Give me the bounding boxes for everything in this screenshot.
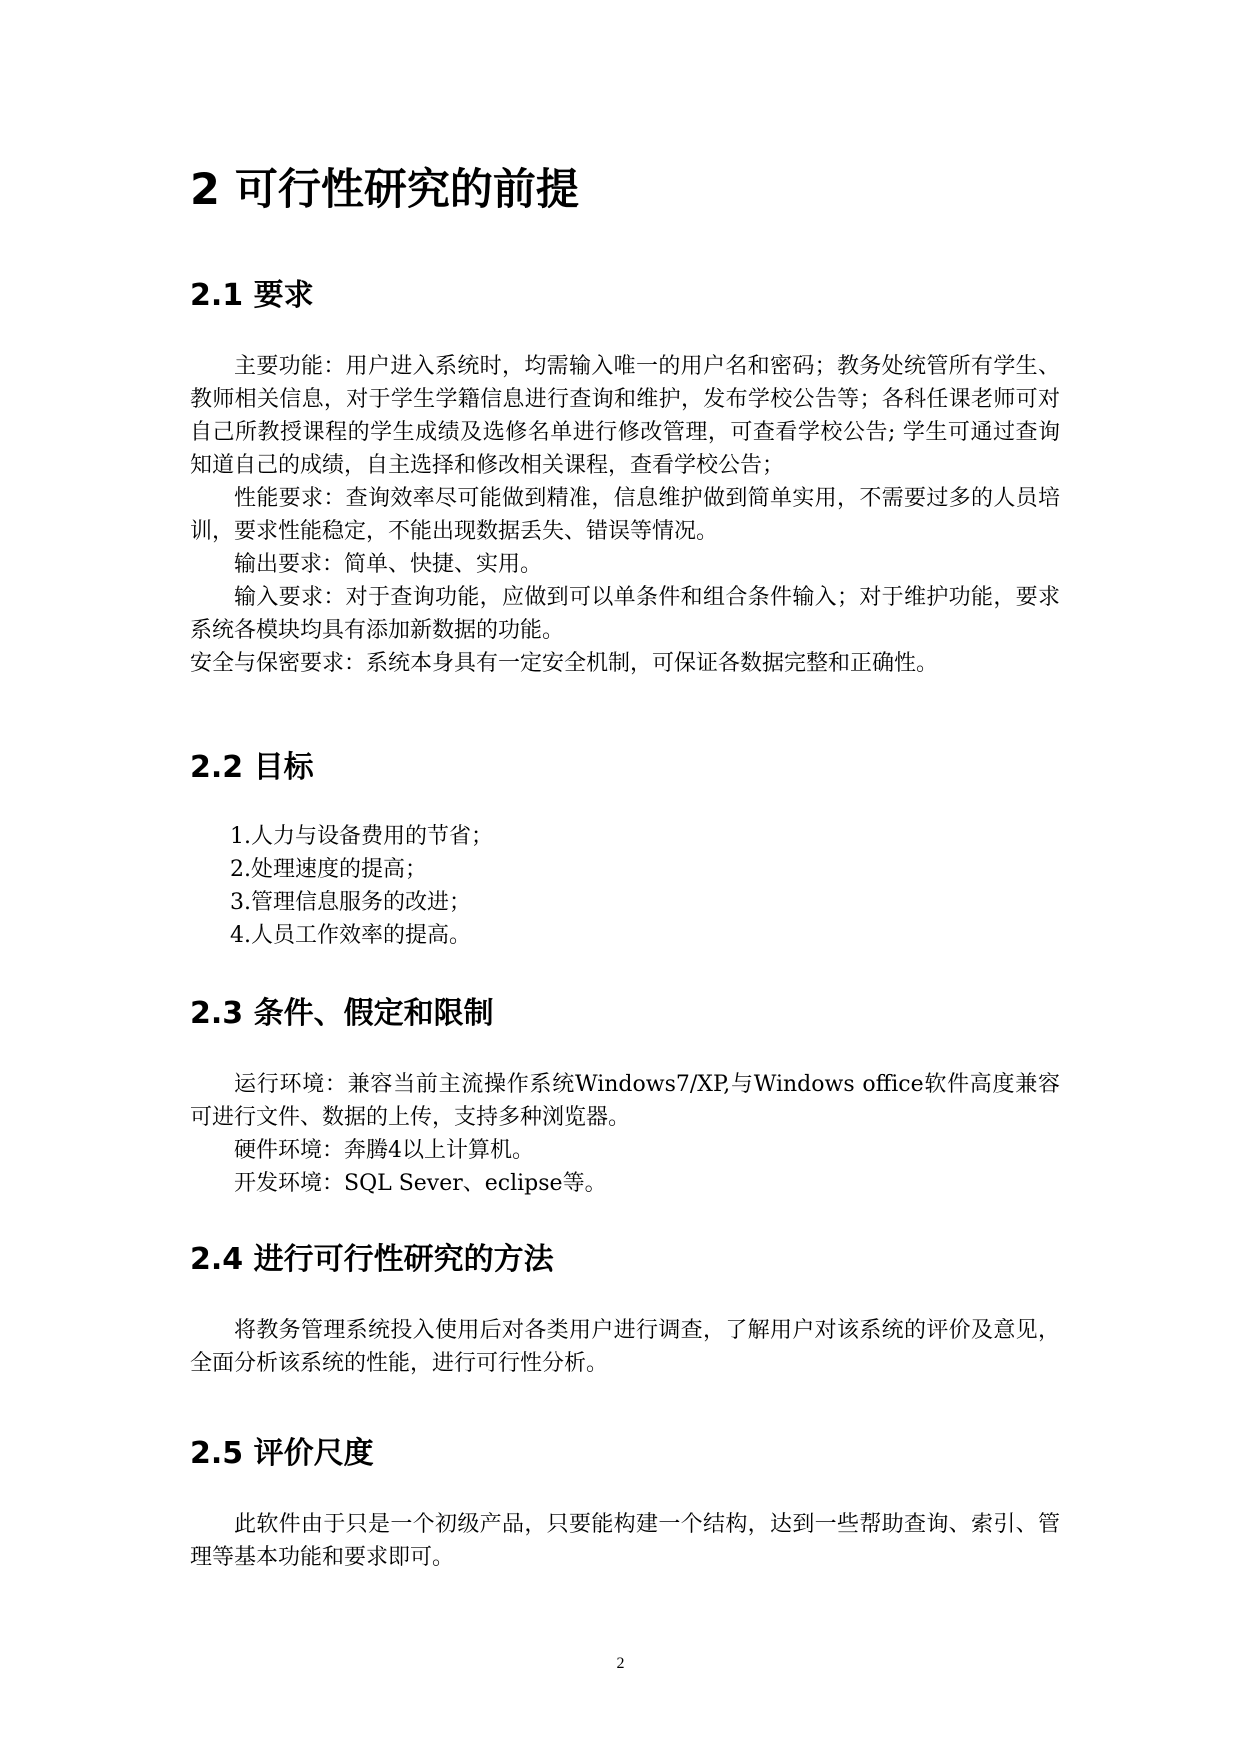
conditions-body (190, 1068, 1060, 1200)
paragraph-main-functions: 主要功能：用户进入系统时，均需输入唯一的用户名和密码；教务处统管所有学生、教师相关信息，对于学生学籍信息进行查询和维护，发布学校公告等；各科任课老师可对自己所教授课程的学生成绩及选修名单进行修改管理，可查看学校公告; 学生可通过查询知道自己的成绩，自主选择和修改相关课程，查看学校公告； (190, 354, 1060, 478)
section-title-methods: 2.4 进行可行性研究的方法 (190, 1242, 554, 1277)
criteria-body (190, 1508, 1060, 1574)
document-page (190, 0, 1060, 1754)
paragraph-criteria: 此软件由于只是一个初级产品，只要能构建一个结构，达到一些帮助查询、索引、管理等基本功能和要求即可。 (190, 1512, 1060, 1570)
paragraph-methods: 将教务管理系统投入使用后对各类用户进行调查，了解用户对该系统的评价及意见，全面分析该系统的性能，进行可行性分析。 (190, 1318, 1060, 1376)
section-title-conditions: 2.3 条件、假定和限制 (190, 996, 494, 1031)
methods-body (190, 1314, 1060, 1380)
paragraph-dev-env: 开发环境：SQL Sever、eclipse等。 (234, 1171, 607, 1196)
list-item: 3.管理信息服务的改进； (230, 890, 471, 915)
paragraph-hardware-env: 硬件环境：奔腾4以上计算机。 (234, 1138, 534, 1163)
paragraph-performance: 性能要求：查询效率尽可能做到精准，信息维护做到简单实用，不需要过多的人员培训，要求性能稳定，不能出现数据丢失、错误等情况。 (190, 486, 1060, 544)
paragraph-input: 输入要求：对于查询功能，应做到可以单条件和组合条件输入；对于维护功能，要求系统各模块均具有添加新数据的功能。 (190, 585, 1060, 643)
chapter-heading: 2 可行性研究的前提 (190, 165, 579, 215)
section-title-goals: 2.2 目标 (190, 750, 314, 785)
page-number: 2 (616, 1655, 625, 1672)
list-item: 4.人员工作效率的提高。 (230, 923, 471, 948)
list-item: 1.人力与设备费用的节省； (230, 824, 493, 849)
requirements-body (190, 350, 1060, 680)
paragraph-output: 输出要求：简单、快捷、实用。 (234, 552, 543, 577)
section-title-requirements: 2.1 要求 (190, 278, 314, 313)
paragraph-runtime-env: 运行环境：兼容当前主流操作系统Windows7/XP,与Windows office软件高度兼容可进行文件、数据的上传，支持多种浏览器。 (190, 1072, 1060, 1130)
paragraph-security: 安全与保密要求：系统本身具有一定安全机制，可保证各数据完整和正确性。 (190, 651, 939, 676)
list-item: 2.处理速度的提高； (230, 857, 427, 882)
goals-list (190, 820, 1060, 952)
section-title-criteria: 2.5 评价尺度 (190, 1436, 374, 1471)
